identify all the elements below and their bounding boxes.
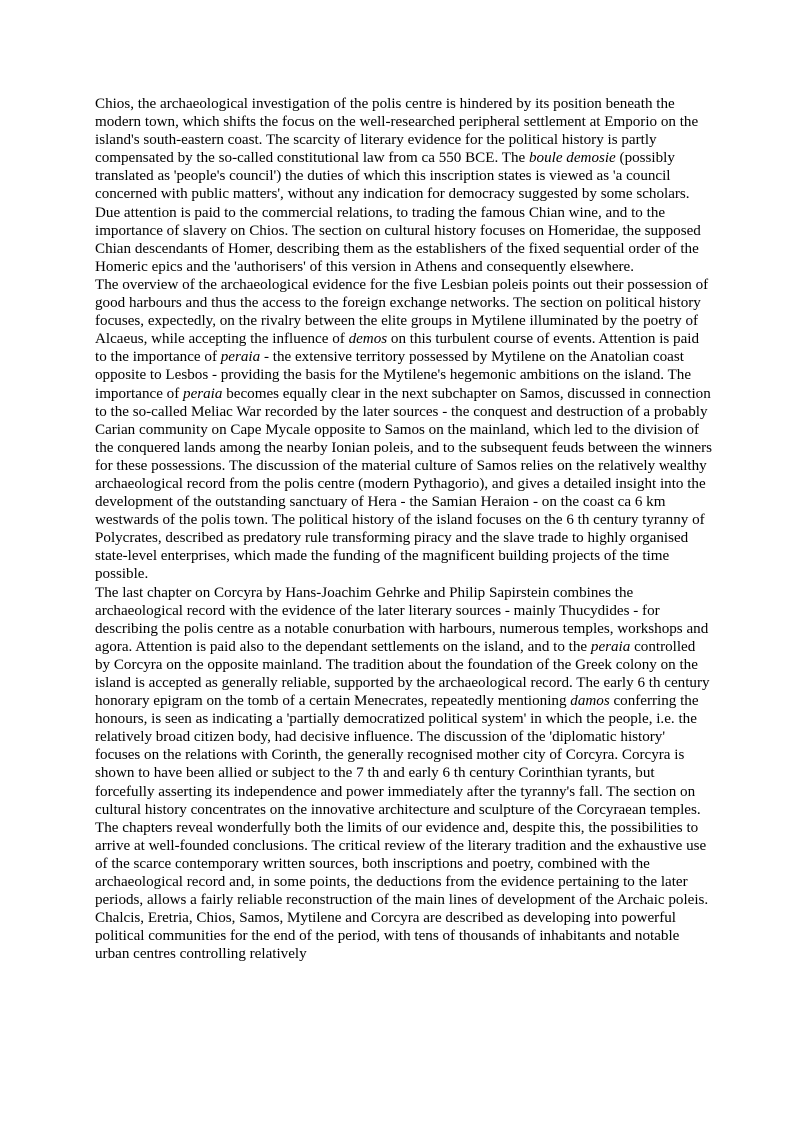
paragraph-text: Chios, the archaeological investigation of the polis centre is hindered by its position beneath the modern town, which shifts the focus on the well-researched peripheral settlement at Emporio on the island's south-eastern coast. The scarcity of literary evidence for the political history is partly compensated by the so-called constitutional law from ca 550 BCE. The — [95, 96, 702, 167]
paragraph-text: controlled by Corcyra on the opposite mainland. The tradition about the foundation of the Greek colony on the island is accepted as generally reliable, supported by the archaeological record. The early 6 th century honorary epigram on the tomb of a certain Menecrates, repeatedly mentioning — [95, 638, 714, 710]
document-body — [95, 95, 716, 964]
paragraph-text: The chapters reveal wonderfully both the limits of our evidence and, despite this, the possibilities to arrive at well-founded conclusions. The critical review of the literary tradition and the exhaustive use of the scarce contemporary written sources, both inscriptions and poetry, combined with the archaeological record and, in some points, the deductions from the evidence pertaining to the later periods, allows a fairly reliable reconstruction of the main lines of development of the Archaic poleis. Chalcis, Eretria, Chios, Samos, Mytilene and Corcyra are described as developing into powerful political communities for the end of the period, with tens of thousands of inhabitants and notable urban centres controlling relatively — [95, 819, 712, 963]
italic-term: peraia — [183, 385, 223, 402]
italic-term: peraia — [220, 349, 261, 366]
italic-term: damos — [570, 693, 610, 710]
paragraph-text: The last chapter on Corcyra by Hans-Joachim Gehrke and Philip Sapirstein combines the archaeological record with the evidence of the later literary sources - mainly Thucydides - for describing the polis centre as a notable conurbation with harbours, numerous temples, workshops and agora. Attention is paid also to the dependant settlements on the island, and to the — [95, 584, 713, 655]
paragraph-text: The overview of the archaeological evidence for the five Lesbian poleis points out their possession of good harbours and thus the access to the foreign exchange networks. The section on political history focuses, expectedly, on the rivalry between the elite groups in Mytilene illuminated by the poetry of Alcaeus, while accepting the influence of — [95, 276, 712, 348]
paragraph-text: (possibly translated as 'people's council') the duties of which this inscription states is viewed as 'a council concerned with public matters', without any indication for democracy suggested by some scholars. Due attention is paid to the commercial relations, to trading the famous Chian wine, and to the importance of slavery on Chios. The section on cultural history focuses on Homeridae, the supposed Chian descendants of Homer, describing them as the establishers of the fixed sequential order of the Homeric epics and the 'authorisers' of this version in Athens and consequently elsewhere. — [95, 150, 705, 275]
paragraph-text: - the extensive territory possessed by Mytilene on the Anatolian coast opposite to Lesbos - providing the basis for the Mytilene's hegemonic ambitions on the island. The importance of — [95, 349, 695, 402]
paragraph-text: on this turbulent course of events. Attention is paid to the importance of — [95, 331, 703, 366]
paragraph-text: conferring the honours, is seen as indicating a 'partially democratized political system' in which the people, i.e. the relatively broad citizen body, had decisive influence. The discussion of the 'diplomatic history' focuses on the relations with Corinth, the generally recognised mother city of Corcyra. Corcyra is shown to have been allied or subject to the 7 th and early 6 th century Corinthian tyrants, but forcefully asserting its independence and power immediately after the tyranny's fall. The section on cultural history concentrates on the innovative architecture and sculpture of the Corcyraean temples. — [95, 693, 703, 818]
italic-term: boule demosie — [528, 150, 616, 167]
italic-term: peraia — [590, 638, 631, 655]
paragraph-chios — [95, 95, 713, 276]
italic-term: demos — [348, 331, 388, 348]
paragraph-text: becomes equally clear in the next subchapter on Samos, discussed in connection to the so-called Meliac War recorded by the later sources - the conquest and destruction of a probably Carian community on Cape Mycale opposite to Samos on the mainland, which led to the division of the conquered lands among the nearby Ionian poleis, and to the subsequent feuds between the winners for these possessions. The discussion of the material culture of Samos relies on the relatively wealthy archaeological record from the polis centre (modern Pythagorio), and gives a detailed insight into the development of the outstanding sanctuary of Hera - the Samian Heraion - on the coast ca 6 km westwards of the polis town. The political history of the island focuses on the 6 th century tyranny of Polycrates, described as predatory rule transforming piracy and the slave trade to highly organised state-level enterprises, which made the funding of the magnificent building projects of the time possible. — [95, 385, 716, 583]
paragraph-corcyra — [95, 584, 713, 819]
paragraph-conclusions — [95, 819, 713, 964]
paragraph-lesbos-samos — [95, 276, 716, 584]
